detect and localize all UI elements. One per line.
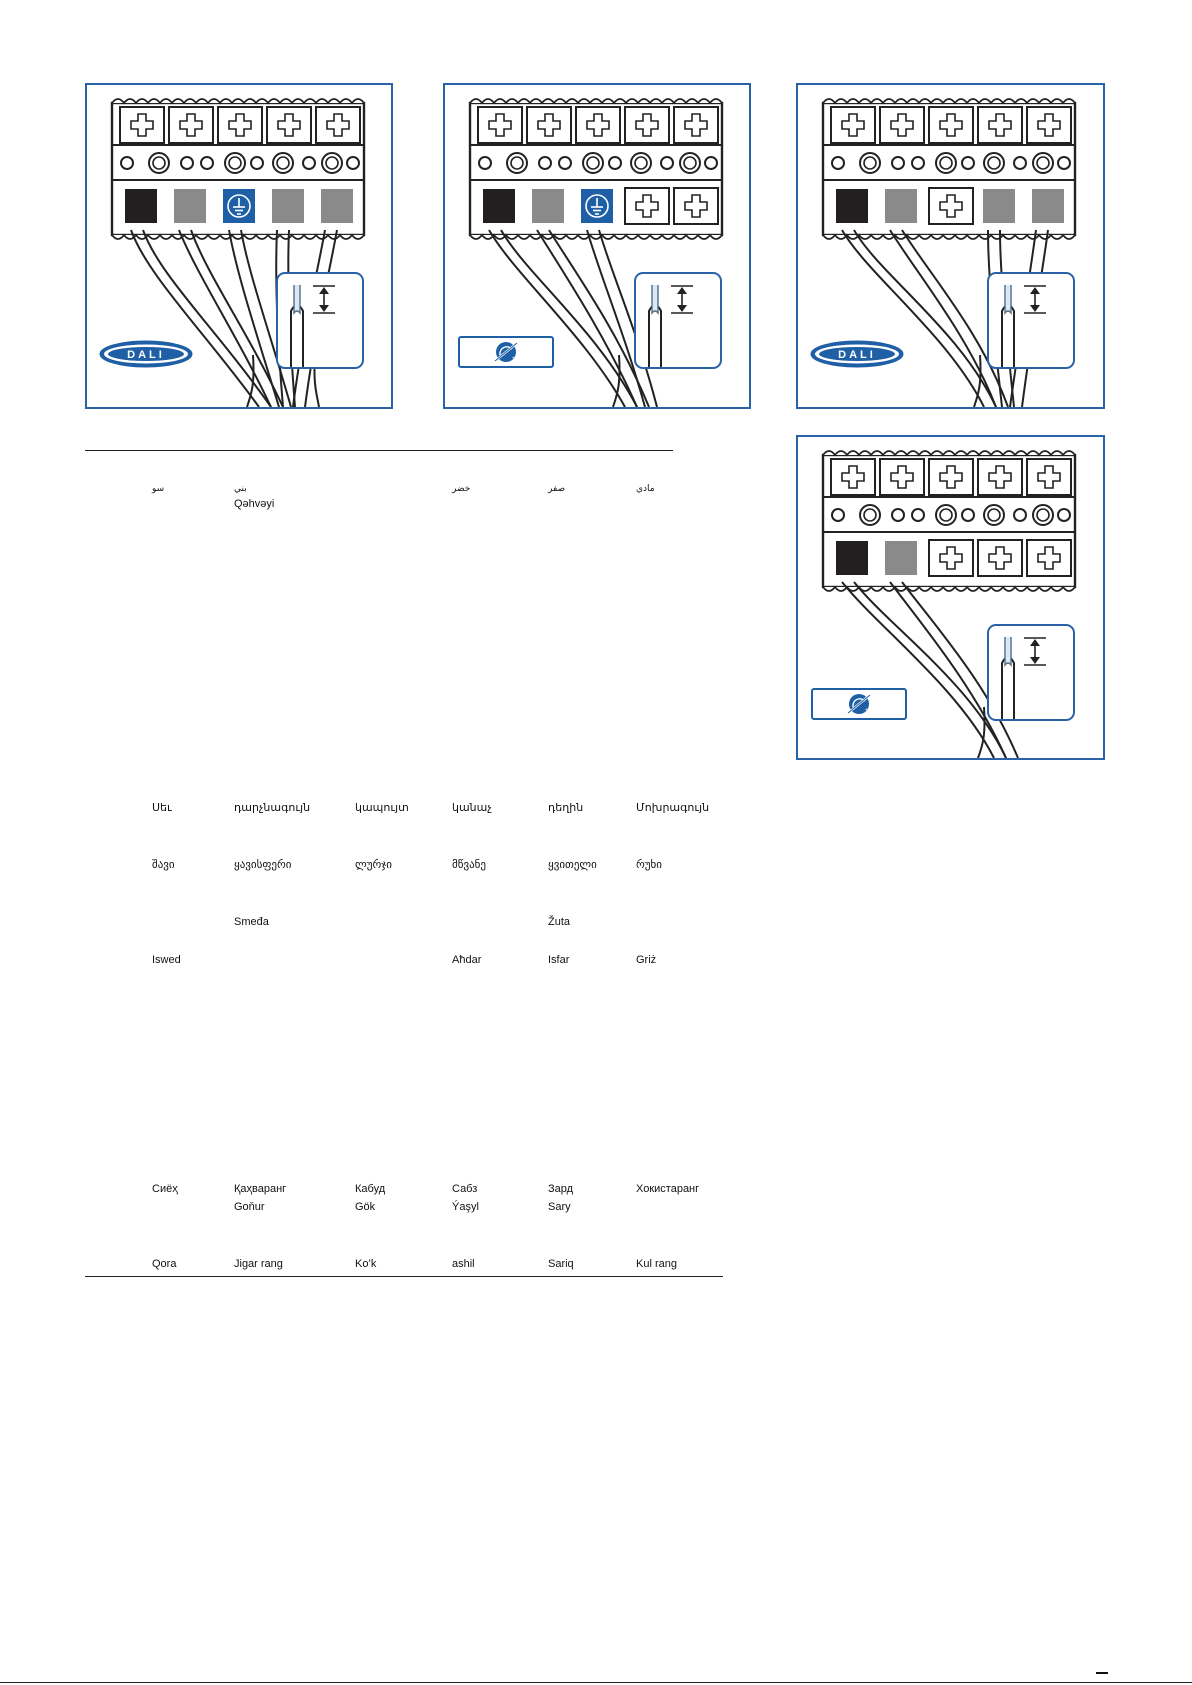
empty-terminal [1027, 540, 1071, 576]
table-row-tajik [0, 1182, 760, 1198]
cell-yellow: Зард [548, 1183, 574, 1195]
table-row-armenian [0, 801, 760, 817]
cell-grey: რუხი [636, 859, 662, 871]
wiring-diagram-non-dim-3-terminal [443, 83, 751, 409]
strip-length-detail [277, 273, 363, 368]
cell-green: خضر [452, 483, 471, 493]
cell-grey: Մոխրագույն [636, 802, 710, 814]
cell-yellow: Sariq [548, 1258, 574, 1270]
cell-yellow: դեղին [548, 802, 584, 814]
cell-blue: Ko’k [355, 1258, 377, 1270]
terminal-black [125, 189, 157, 223]
table-row-uzbek [0, 1257, 760, 1273]
cell-black: سو [152, 483, 165, 493]
terminal-black [483, 189, 515, 223]
cell-grey: Griż [636, 954, 657, 966]
table-top-rule [85, 450, 673, 451]
cell-blue: Кабуд [355, 1183, 386, 1195]
connector-block [112, 99, 364, 239]
cell-brown: Қаҳваранг [234, 1183, 287, 1195]
connector-block [470, 99, 722, 239]
svg-text:+: + [865, 708, 869, 714]
cell-brown: դարչնագույն [234, 802, 311, 814]
dali-label: DALI [127, 349, 165, 361]
cell-blue: ლურჯი [355, 859, 392, 871]
cell-green: Сабз [452, 1183, 478, 1195]
empty-terminal [929, 188, 973, 224]
empty-terminal [978, 540, 1022, 576]
cell-yellow: صفر [548, 483, 566, 493]
terminal-grey [885, 189, 917, 223]
cell-grey: Kul rang [636, 1258, 677, 1270]
dali-badge [811, 341, 903, 367]
cell-black: Iswed [152, 954, 181, 966]
cell-yellow: Žuta [548, 916, 571, 928]
connector-illustration [445, 85, 749, 407]
non-dim-badge [812, 689, 906, 719]
cell-brown: Jigar rang [234, 1258, 283, 1270]
empty-terminal [625, 188, 669, 224]
footer-rule [0, 1682, 1192, 1683]
cell-black: Сиёҳ [152, 1183, 178, 1195]
table-row-latin-a [0, 915, 760, 931]
strip-length-detail [988, 273, 1074, 368]
cell-green: Ýaşyl [452, 1201, 479, 1213]
empty-terminal [674, 188, 718, 224]
cell-grey: مادي [636, 483, 655, 493]
strip-length-detail [635, 273, 721, 368]
connector-block [823, 451, 1075, 591]
connector-illustration [798, 85, 1103, 407]
dali-label: DALI [838, 349, 876, 361]
table-row-maltese [0, 953, 760, 969]
terminal-grey [885, 541, 917, 575]
connector-block [823, 99, 1075, 239]
svg-text:+: + [512, 356, 516, 362]
connector-illustration [798, 437, 1103, 758]
cell-blue: Gök [355, 1201, 376, 1213]
terminal-grey [1032, 189, 1064, 223]
cell-black: შავი [152, 859, 175, 871]
cell-brown: Goňur [234, 1201, 265, 1213]
terminal-grey [532, 189, 564, 223]
empty-terminal [929, 540, 973, 576]
terminal-grey [321, 189, 353, 223]
cell-yellow: ყვითელი [548, 859, 597, 871]
cell-green: կանաչ [452, 802, 492, 814]
wiring-diagram-non-dim-2-terminal [796, 435, 1105, 760]
cell-yellow: Isfar [548, 954, 570, 966]
terminal-black [836, 189, 868, 223]
cell-green: Aħdar [452, 954, 482, 966]
cell-brown: بني [234, 483, 247, 493]
cell-grey: Хокистаранг [636, 1183, 700, 1195]
cell-green: მწვანე [452, 859, 486, 871]
table-row-georgian [0, 858, 760, 874]
terminal-grey [174, 189, 206, 223]
table-bottom-rule [85, 1276, 723, 1277]
cell-brown: Qəhvəyi [234, 498, 275, 510]
cell-black: Qora [152, 1258, 177, 1270]
connector-illustration [87, 85, 391, 407]
wiring-diagram-dali-5-terminal [85, 83, 393, 409]
cell-green: ashil [452, 1258, 475, 1270]
page-marker [1096, 1672, 1108, 1674]
cell-yellow: Sary [548, 1201, 571, 1213]
cell-brown: Smeđa [234, 916, 269, 928]
terminal-grey [983, 189, 1015, 223]
cell-blue: կապույտ [355, 802, 409, 814]
terminal-black [836, 541, 868, 575]
table-row-azeri [0, 497, 760, 513]
cable-bundle [489, 230, 657, 407]
strip-length-detail [988, 625, 1074, 720]
dali-badge [100, 341, 192, 367]
wiring-diagram-dali-4-terminal [796, 83, 1105, 409]
non-dim-badge [459, 337, 553, 367]
cell-brown: ყავისფერი [234, 859, 292, 871]
table-row-turkmen [0, 1200, 760, 1216]
table-row-arabic [0, 481, 760, 497]
terminal-grey [272, 189, 304, 223]
cell-black: Սեւ [152, 802, 172, 814]
